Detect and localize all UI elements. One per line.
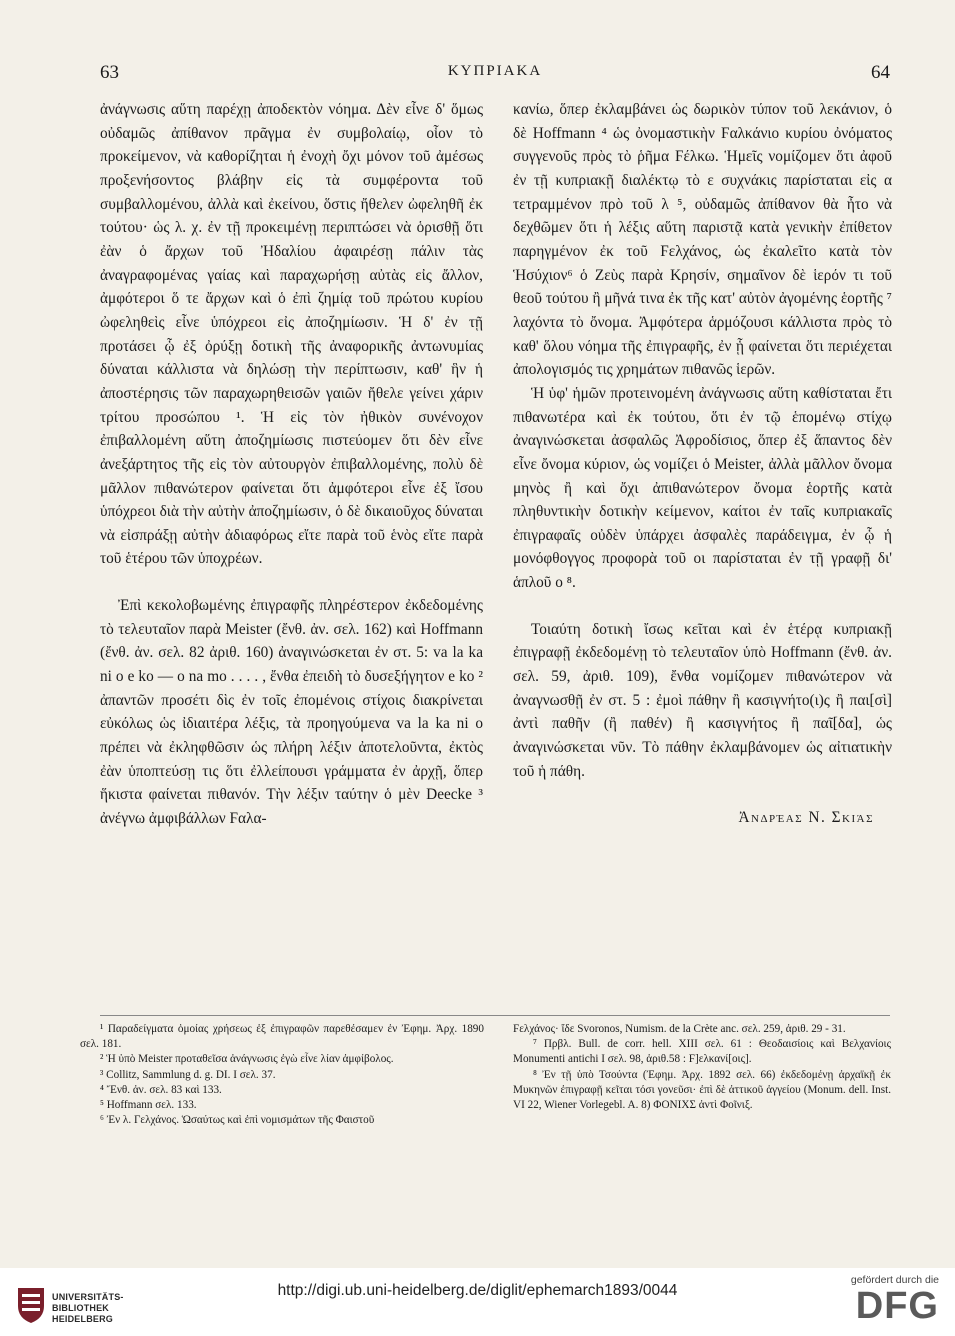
library-name-line-1: UNIVERSITÄTS- [52,1292,124,1302]
footnote: ⁸ Ἐν τῇ ὑπὸ Τσούντα (Ἐφημ. Ἀρχ. 1892 σελ. 66) ἐκδεδομένῃ ἀρχαϊκῇ ἐκ Μυκηνῶν ἐπιγραφῇ κεῖται τόσι γονεῦσι· ἐπὶ δὲ ἀττικοῦ ἀγγείου (Monum. dell. Inst. VI 22, Wiener Vorlegebl. A. 8) ΦΟΝΙΧΣ ἀντὶ Φοῖνιξ. [513,1068,891,1112]
running-title: ΚΥΠΡΙΑΚΑ [447,63,543,79]
left-paragraph-2: Ἐπὶ κεκολοβωμένης ἐπιγραφῆς πληρέστερον ἐκδεδομένης τὸ τελευταῖον παρὰ Meister (ἔνθ. ἀν. σελ. 162) καὶ Hoffmann (ἔνθ. ἀν. σελ. 82 ἀριθ. 160) ἀναγινώσκεται ἐν στ. 5: va la ka ni o e ko — o na mo . . . . , ἔνθα ἐπειδὴ τὸ δυσεξήγητον e ko ² ἀπαντῶν προσέτι δὶς ἐν τοῖς ἐπομένοις στίχοις διακρίνεται εὐκόλως ὡς ἰδιαιτέρα λέξις, τὰ προηγούμενα va la ka ni o πρέπει νὰ ἐκληφθῶσιν ὡς πλήρη λέξιν ἀποτελοῦντα, ἐκτὸς ἐὰν ὑποπτεύσῃ τις ὅτι ἐλλείπουσι γράμματα ἐν ἀρχῇ, ὅπερ ἥκιστα φαίνεται πιθανόν. Τὴν λέξιν ταύτην ὁ μὲν Deecke ³ ἀνέγνω ἀμφιβάλλων Ϝαλα- [100,597,483,828]
footnotes-left [80,1022,484,1128]
footnote: ¹ Παραδείγματα ὁμοίας χρήσεως ἐξ ἐπιγραφῶν παρεθέσαμεν ἐν Ἐφημ. Ἀρχ. 1890 σελ. 181. [80,1023,484,1051]
source-url[interactable]: http://digi.ub.uni-heidelberg.de/diglit/ephemarch1893/0044 [277,1282,678,1299]
footnote: ⁵ Hoffmann σελ. 133. [100,1099,197,1112]
footnote-divider [100,1015,890,1016]
dfg-logo[interactable] [809,1274,939,1332]
page-number-left: 63 [100,62,119,83]
footnote: ⁴ Ἔνθ. ἀν. σελ. 83 καὶ 133. [100,1083,222,1096]
right-column [513,98,892,830]
library-name-line-3: HEIDELBERG [52,1314,114,1324]
left-column [100,98,483,831]
right-paragraph-3: Τοιαύτη δοτικὴ ἴσως κεῖται καὶ ἐν ἑτέρᾳ κυπριακῇ ἐπιγραφῇ ἐκδεδομένῃ τὸ τελευταῖον ὑπὸ Hoffmann (ἔνθ. ἀν. σελ. 59, ἀριθ. 109), ἔνθα νομίζομεν πιθανώτερον νὰ ἀναγνωσθῇ ἐν στ. 5 : ἐμοὶ πάθην ἢ κασιγνήτο(ι)ς ἢ παι[σὶ] ἀντὶ παθῆν (ἢ παθέν) ἢ κασιγνήτος ἢ παῖ[δα], ὡς ἀναγινώσκεται νῦν. Τὸ πάθην ἐκλαμβάνομεν ὡς αἰτιατικὴν τοῦ ἡ πάθη. [513,620,892,780]
library-name-line-2: BIBLIOTHEK [52,1303,109,1313]
footnote: ³ Collitz, Sammlung d. g. DI. I σελ. 37. [100,1068,276,1081]
funded-by-label: gefördert durch die [850,1274,939,1286]
right-paragraph-1: κανίω, ὅπερ ἐκλαμβάνει ὡς δωρικὸν τύπον τοῦ λεκάνιον, ὁ δὲ Hoffmann ⁴ ὡς ὀνομαστικὴν Ϝαλκάνιο κυρίου ὀνόματος συγγενοῦς πρὸς τὸ ῥῆμα Ϝέλκω. Ἡμεῖς νομίζομεν ὅτι ἀφοῦ ἐν τῇ κυπριακῇ διαλέκτῳ τὸ ε συχνάκις παρίσταται εἰς α τετραμμένον πρὸ τοῦ λ ⁵, οὐδαμῶς ἀπίθανον θὰ ἦτο νὰ δεχθῶμεν ὅτι ἡ λέξις αὕτη παριστᾷ κατὰ γενικὴν ἐπίθετον παρηγμένον ἐκ τοῦ Ϝελχάνος, ὡς ἐκαλεῖτο κατὰ τὸν Ἡσύχιον⁶ ὁ Ζεὺς παρὰ Κρησίν, σημαῖνον δὲ ἱερόν τι τοῦ θεοῦ τούτου ἢ μῆνά τινα ἐκ τῆς κατ' αὐτὸν ἀγομένης ἑορτῆς ⁷ λαχόντα τὸ ὄνομα. Ἀμφότερα ἁρμόζουσι κάλλιστα πρὸς τὸ καθ' ὅλου νόημα τῆς ἐπιγραφῆς, ἐν ᾗ φαίνεται ὅτι περιέχεται ἀπολογισμός τις χρημάτων πιθανῶς ἱερῶν. [513,101,892,379]
footnotes-right [513,1022,891,1113]
footnote: ² Ἡ ὑπὸ Meister προταθεῖσα ἀνάγνωσις ἐγὼ εἶνε λίαν ἀμφίβολος. [100,1053,394,1066]
footnote: Ϝελχάνος· ἴδε Svoronos, Numism. de la Crète anc. σελ. 259, ἀριθ. 29 - 31. [513,1023,846,1035]
footnote: ⁷ Πρβλ. Bull. de corr. hell. XIII σελ. 61 : Θεοδαισίοις καὶ Βελχανίοις Monumenti antichi I σελ. 98, ἀριθ.58 : Ϝ]ελκανί[οις]. [513,1038,891,1066]
dfg-wordmark: DFG [855,1285,939,1327]
page-number-right: 64 [871,62,890,83]
right-paragraph-2: Ἡ ὑφ' ἡμῶν προτεινομένη ἀνάγνωσις αὕτη καθίσταται ἔτι πιθανωτέρα καὶ ἐκ τούτου, ὅτι ἐν τῷ ἑπομένῳ στίχῳ ἀναγινώσκεται ἀσφαλῶς Ἀφροδίσιος, ὅπερ ἐξ ἅπαντος δὲν εἶνε ὄνομα κύριον, ὡς νομίζει ὁ Meister, ἀλλὰ μᾶλλον ὄνομα μηνὸς ἢ καὶ ὄχι ἀπιθανώτερον ὄνομα ἑορτῆς κατὰ πληθυντικὴν δοτικὴν κείμενον, καίτοι ἐν ταῖς κυπριακαῖς ἐπιγραφαῖς οὐδὲν ὑπάρχει ἀσφαλὲς παράδειγμα, ἐν ᾧ ἡ μονόφθογγος προφορὰ τοῦ οι παρίσταται ἐν τῇ γραφῇ δι' ἁπλοῦ ο ⁸. [513,384,892,592]
author-signature: Ἀνδρέας Ν. Σκιάς [738,809,874,827]
running-header [100,62,890,88]
footnote: ⁶ Ἐν λ. Γελχάνος. Ὡσαύτως καὶ ἐπὶ νομισμάτων τῆς Φαιστοῦ [100,1114,375,1127]
left-paragraph-1: ἀνάγνωσις αὕτη παρέχῃ ἀποδεκτὸν νόημα. Δὲν εἶνε δ' ὅμως οὐδαμῶς ἀπίθανον πρᾶγμα ἐν συμβολαίῳ, οἷον τὸ προκείμενον, νὰ καθορίζηται ἡ ἐνοχὴ ὄχι μόνον τοῦ ἀμέσως προξενήσοντος βλάβην εἰς τὰ συμφέροντα τοῦ συμβαλλομένου, ἀλλὰ καὶ ἐκείνου, ὅστις ἤθελεν ὠφεληθῆ ἐκ τούτου· ὡς λ. χ. ἐν τῇ προκειμένῃ περιπτώσει νὰ ὁρισθῇ ὅτι ἐὰν ὁ ἄρχων τοῦ Ἠδαλίου ἀφαιρέσῃ πάλιν τὰς ἀναγραφομένας γαίας καὶ παραχωρήσῃ αὐτὰς εἰς ἄλλον, ἀμφότεροι ὅ τε ἄρχων καὶ ὁ ἐπὶ ζημίᾳ τοῦ πρώτου κυρίου ὠφεληθεὶς εἶνε ὑπόχρεοι εἰς ἀποζημίωσιν. Ἡ δ' ἐν τῇ προτάσει ᾧ ἐξ ὀρύξῃ δοτικὴ τῆς ἀναφορικῆς ἀντωνυμίας δύναται κάλλιστα νὰ δηλώσῃ τὴν περίπτωσιν, καθ' ἣν ἡ ἀποστέρησις τῶν παραχωρηθεισῶν γαιῶν ἤθελε γείνει χάριν τρίτου προσώπου ¹. Ἡ εἰς τὸν ἠθικὸν συνένοχον ἐπιβαλλομένη αὕτη ἀποζημίωσις πιστεύομεν ὅτι δὲν εἶνε ἀνεξάρτητος τῆς εἰς τὸν αὐτουργὸν ἐπιβαλλομένης, πολὺ δὲ μᾶλλον πιθανώτερον φαίνεται ὅτι ἀμφότεροι εἶνε ἐξ ἴσου ὑπόχρεοι διὰ τὴν αὐτὴν ἀποζημίωσιν, ὁ δὲ δικαιοῦχος δύναται νὰ εἰσπράξῃ αὐτὴν ἀδιαφόρως εἴτε παρὰ τοῦ ἑνὸς εἴτε παρὰ τοῦ ἑτέρου τῶν ὑποχρέων. [100,101,483,568]
